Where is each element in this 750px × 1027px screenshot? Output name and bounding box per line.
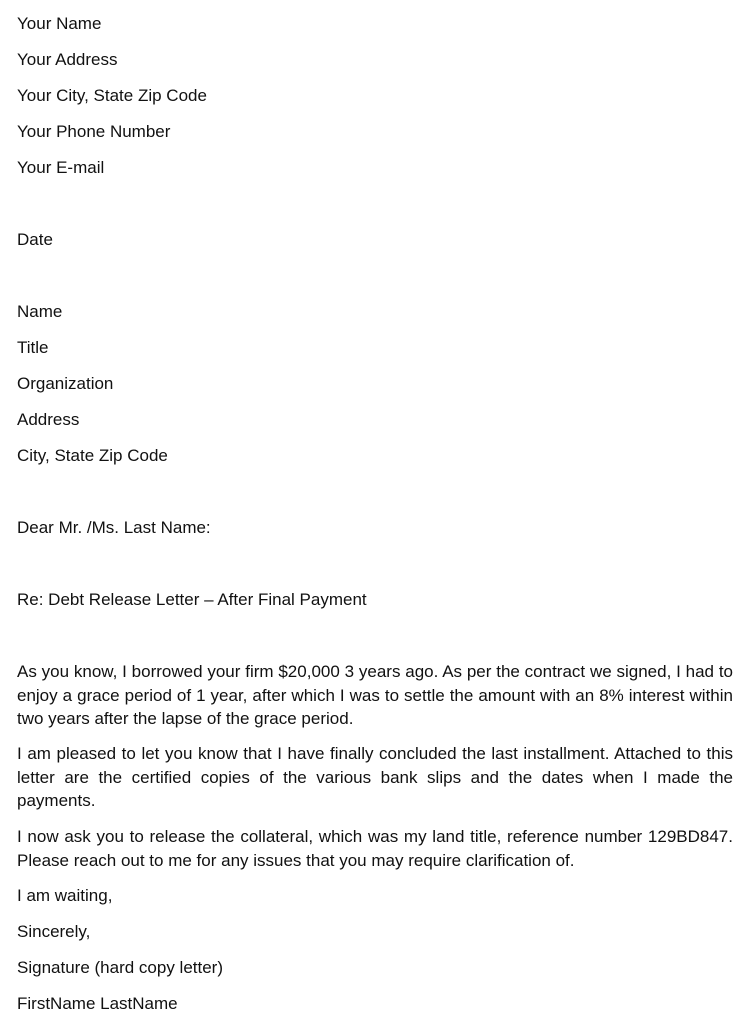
signer-name: FirstName LastName <box>17 994 178 1013</box>
closing: Sincerely, <box>17 922 91 941</box>
body-paragraph: As you know, I borrowed your firm $20,000 3 years ago. As per the contract we signed, I had to enjoy a grace period of 1 year, after which I was to settle the amount with an 8% interest within two years after the lapse of the grace period. <box>17 662 733 728</box>
recipient-address: Address <box>17 410 80 429</box>
sender-address: Your Address <box>17 50 118 69</box>
sender-email: Your E-mail <box>17 158 105 177</box>
body-paragraph: I am pleased to let you know that I have finally concluded the last installment. Attached to this letter are the certified copies of the various bank slips and the dates when I made the payments. <box>17 744 733 810</box>
body-paragraph: I now ask you to release the collateral, which was my land title, reference number 129BD847. Please reach out to me for any issues that you may require clarification of. <box>17 827 733 870</box>
recipient-name: Name <box>17 302 63 321</box>
recipient-organization: Organization <box>17 374 114 393</box>
waiting-line: I am waiting, <box>17 886 113 905</box>
salutation: Dear Mr. /Ms. Last Name: <box>17 518 211 537</box>
recipient-title: Title <box>17 338 49 357</box>
signature-line: Signature (hard copy letter) <box>17 958 223 977</box>
letter-date: Date <box>17 230 53 249</box>
sender-city-state-zip: Your City, State Zip Code <box>17 86 207 105</box>
recipient-city-state-zip: City, State Zip Code <box>17 446 168 465</box>
sender-name: Your Name <box>17 14 102 33</box>
subject-line: Re: Debt Release Letter – After Final Payment <box>17 590 367 609</box>
sender-phone: Your Phone Number <box>17 122 171 141</box>
